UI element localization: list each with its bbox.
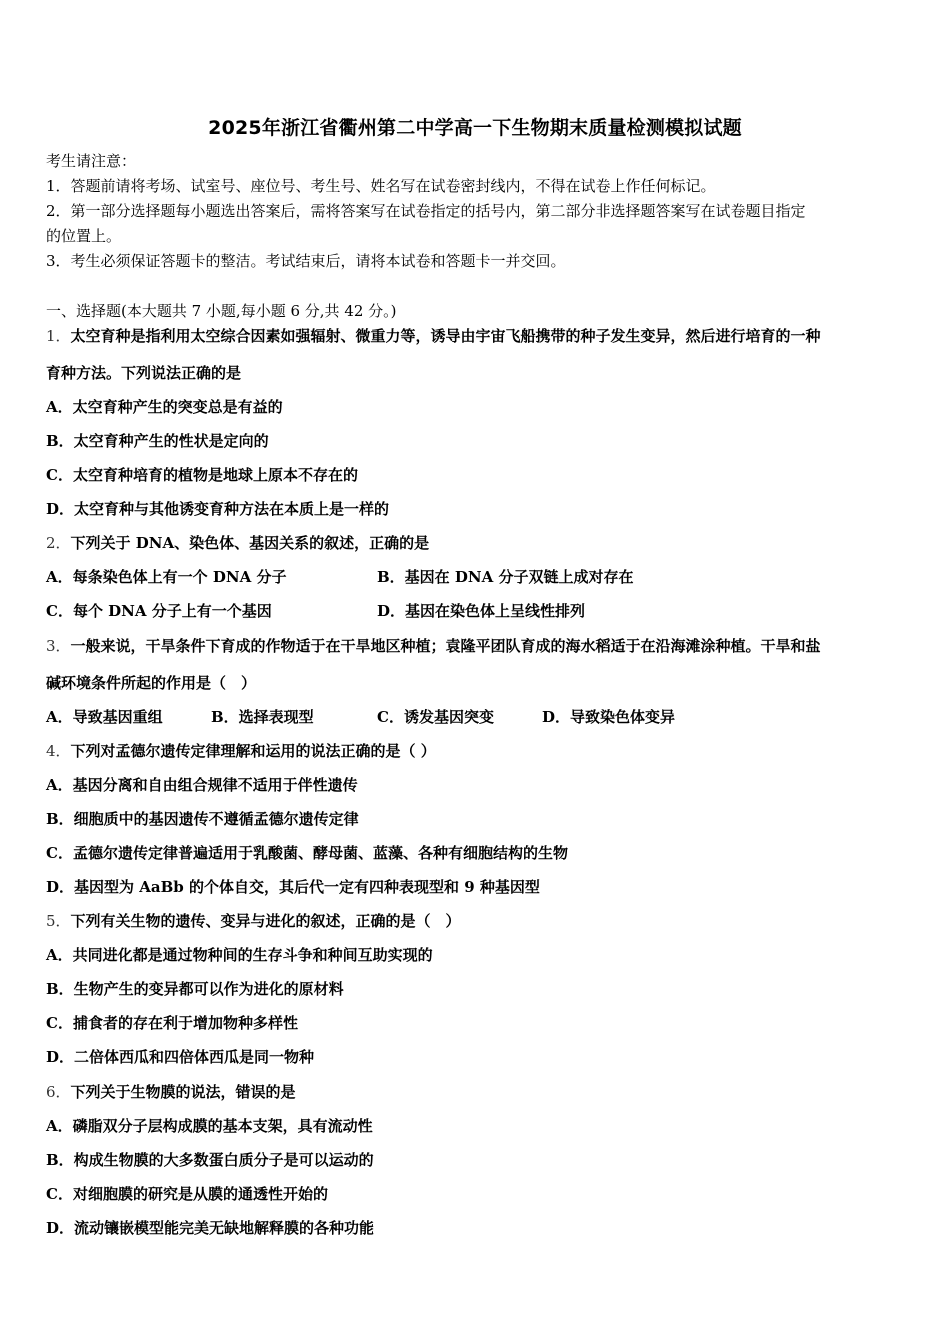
notice-item: 的位置上。 [46, 227, 122, 245]
option-a: A．磷脂双分子层构成膜的基本支架，具有流动性 [46, 1117, 373, 1135]
question-stem: 下列关于 DNA、染色体、基因关系的叙述，正确的是 [70, 534, 430, 552]
option-b: B．基因在 DNA 分子双链上成对存在 [377, 568, 634, 586]
option-a: A．共同进化都是通过物种间的生存斗争和种间互助实现的 [46, 946, 433, 964]
option-c: C．诱发基因突变 [377, 708, 494, 726]
question-stem: 一般来说，干旱条件下育成的作物适于在干旱地区种植；袁隆平团队育成的海水稻适于在沿海滩涂种植。干旱和盐 [70, 637, 821, 655]
option-a: A．太空育种产生的突变总是有益的 [46, 398, 283, 416]
option-b: B．太空育种产生的性状是定向的 [46, 432, 269, 450]
notice-item: 1．答题前请将考场、试室号、座位号、考生号、姓名写在试卷密封线内，不得在试卷上作任何标记。 [46, 177, 716, 195]
page-title: 2025年浙江省衢州第二中学高一下生物期末质量检测模拟试题 [208, 117, 742, 139]
question-stem: 太空育种是指利用太空综合因素如强辐射、微重力等，诱导由宇宙飞船携带的种子发生变异，然后进行培育的一种 [70, 327, 821, 345]
question-stem: 下列关于生物膜的说法，错误的是 [70, 1083, 296, 1101]
question-number: 4． [46, 742, 71, 760]
question-number: 2． [46, 534, 71, 552]
question-stem: 下列对孟德尔遗传定律理解和运用的说法正确的是（ ） [70, 742, 436, 760]
section-heading: 一、选择题(本大题共 7 小题,每小题 6 分,共 42 分。) [46, 302, 397, 320]
notice-item: 3．考生必须保证答题卡的整洁。考试结束后，请将本试卷和答题卡一并交回。 [46, 252, 566, 270]
question-6 [46, 1082, 296, 1102]
notice-item: 2．第一部分选择题每小题选出答案后，需将答案写在试卷指定的括号内，第二部分非选择题答案写在试卷题目指定 [46, 202, 806, 220]
option-d: D．基因型为 AaBb 的个体自交，其后代一定有四种表现型和 9 种基因型 [46, 878, 540, 896]
question-stem-continued: 碱环境条件所起的作用是（ ） [46, 674, 257, 692]
option-c: C．捕食者的存在利于增加物种多样性 [46, 1014, 298, 1032]
option-d: D．流动镶嵌模型能完美无缺地解释膜的各种功能 [46, 1219, 375, 1237]
question-2 [46, 533, 429, 553]
question-1 [46, 326, 821, 346]
option-d: D．基因在染色体上呈线性排列 [377, 602, 586, 620]
option-d: D．二倍体西瓜和四倍体西瓜是同一物种 [46, 1048, 315, 1066]
option-a: A．导致基因重组 [46, 708, 163, 726]
question-4 [46, 741, 436, 761]
option-b: B．生物产生的变异都可以作为进化的原材料 [46, 980, 344, 998]
option-b: B．构成生物膜的大多数蛋白质分子是可以运动的 [46, 1151, 374, 1169]
option-b: B．细胞质中的基因遗传不遵循孟德尔遗传定律 [46, 810, 359, 828]
option-c: C．对细胞膜的研究是从膜的通透性开始的 [46, 1185, 328, 1203]
question-number: 5． [46, 912, 71, 930]
question-3 [46, 636, 821, 656]
question-number: 3． [46, 637, 71, 655]
option-c: C．孟德尔遗传定律普遍适用于乳酸菌、酵母菌、蓝藻、各种有细胞结构的生物 [46, 844, 568, 862]
question-stem: 下列有关生物的遗传、变异与进化的叙述，正确的是（ ） [70, 912, 461, 930]
option-c: C．每个 DNA 分子上有一个基因 [46, 602, 272, 620]
notice-heading: 考生请注意： [46, 152, 137, 170]
option-d: D．导致染色体变异 [542, 708, 676, 726]
option-c: C．太空育种培育的植物是地球上原本不存在的 [46, 466, 358, 484]
option-a: A．每条染色体上有一个 DNA 分子 [46, 568, 287, 586]
question-number: 6． [46, 1083, 71, 1101]
question-5 [46, 911, 461, 931]
option-b: B．选择表现型 [211, 708, 314, 726]
question-number: 1． [46, 327, 71, 345]
option-a: A．基因分离和自由组合规律不适用于伴性遗传 [46, 776, 358, 794]
option-d: D．太空育种与其他诱变育种方法在本质上是一样的 [46, 500, 390, 518]
question-stem-continued: 育种方法。下列说法正确的是 [46, 364, 242, 382]
